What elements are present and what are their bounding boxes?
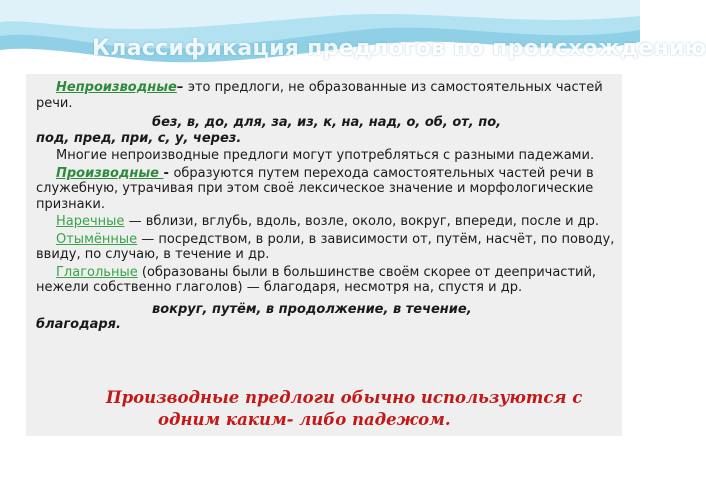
- verbal-prepositions: Глагольные (образованы были в большинстве своём скорее от деепричастий, нежели собственно глаголов) — благодаря, несмотря на, спустя и др.: [36, 264, 597, 295]
- nonderived-note: Многие непроизводные предлоги могут употребляться с разными падежами.: [56, 148, 595, 163]
- nonderived-examples: без, в, до, для, за, из, к, на, над, о, об, от, по, под, пред, при, с, у, через.: [36, 115, 502, 146]
- derived-examples: вокруг, путём, в продолжение, в течение, благодаря.: [36, 301, 472, 332]
- slide-title: Классификация предлогов по происхождению: [92, 36, 706, 61]
- verbal-term: Глагольные: [56, 264, 138, 280]
- derived-definition: Производные - образуются путем перехода самостоятельных частей речи в служебную, утрачивая при этом своё лексическое значение и морфологические признаки.: [36, 165, 594, 212]
- denominal-term: Отымённые: [56, 231, 138, 247]
- conclusion-text: Производные предлоги обычно используются с одним каким- либо падежом.: [106, 388, 583, 429]
- denominal-prepositions: Отымённые — посредством, в роли, в зависимости от, путём, насчёт, по поводу, ввиду, по случаю, в течение и др.: [36, 231, 615, 262]
- adverbial-prepositions: Наречные — вблизи, вглубь, вдоль, возле, около, вокруг, впереди, после и др.: [56, 214, 600, 229]
- adverbial-term: Наречные: [56, 214, 125, 229]
- nonderived-definition: Непроизводные– это предлоги, не образованные из самостоятельных частей речи.: [36, 80, 603, 111]
- derived-term: Производные: [56, 165, 164, 181]
- slide-body: [36, 80, 618, 333]
- nonderived-term: Непроизводные: [56, 80, 177, 95]
